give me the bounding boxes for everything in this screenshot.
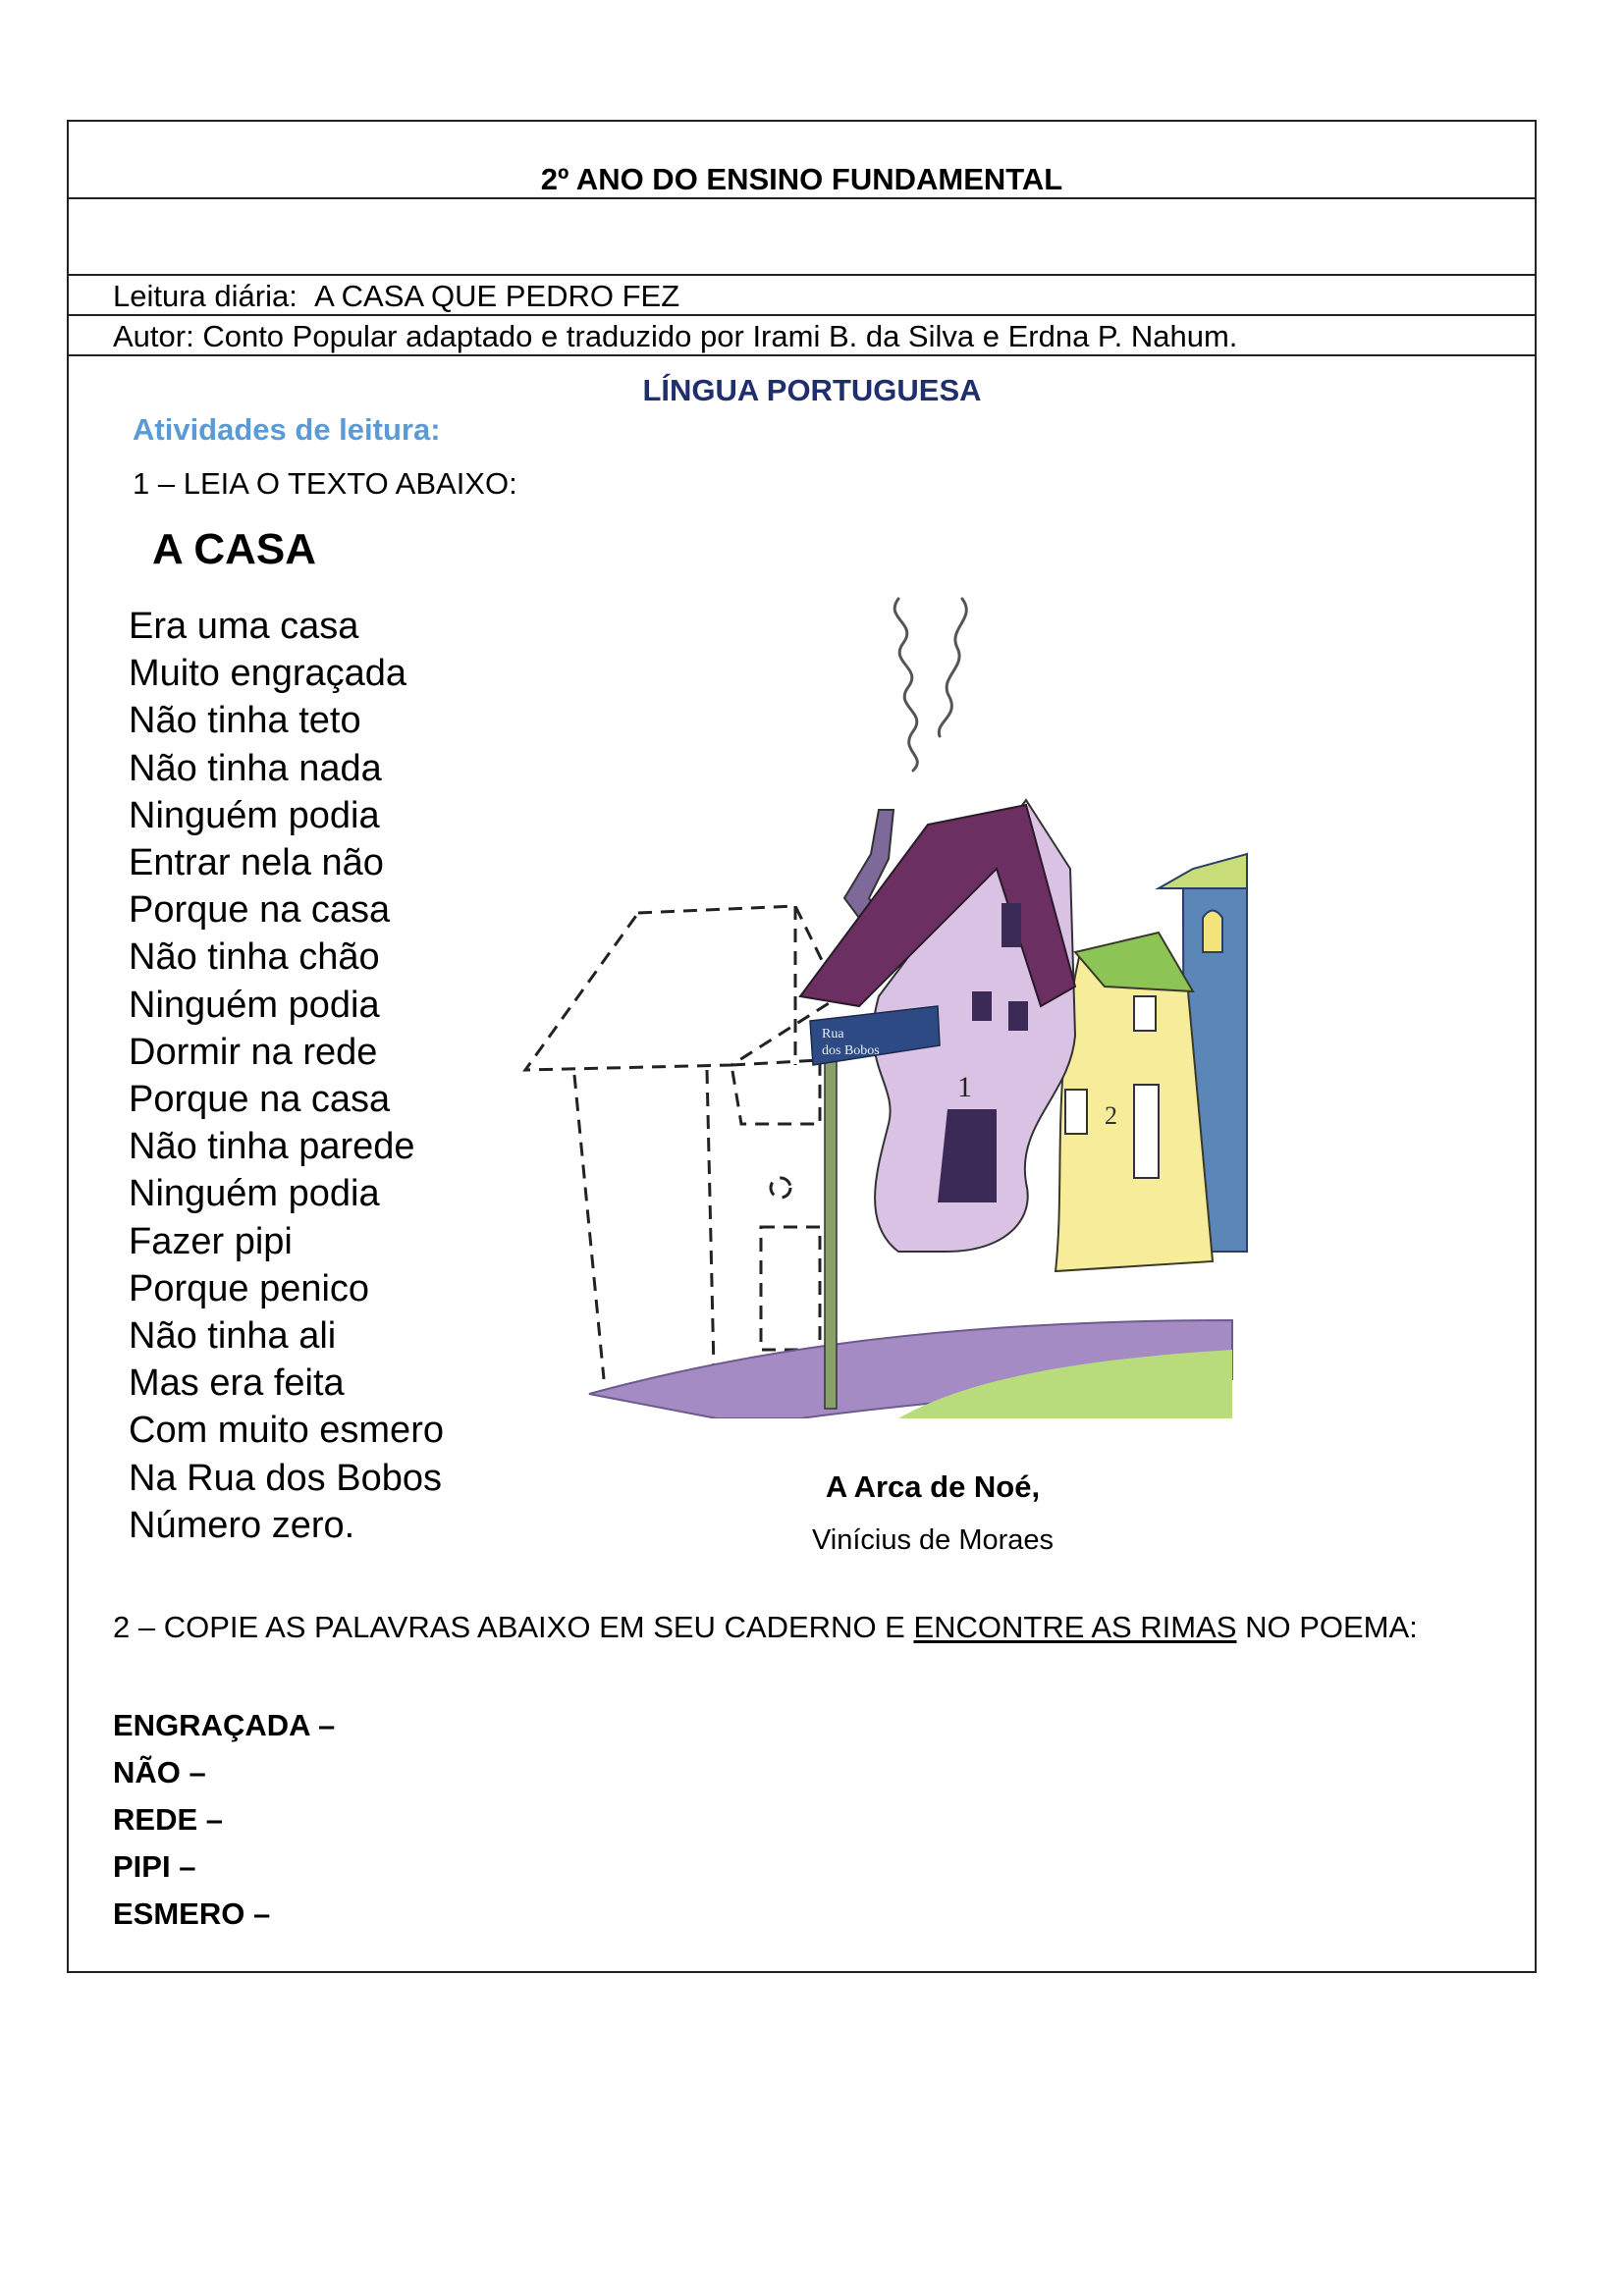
daily-reading-row — [69, 276, 1535, 316]
poem-line: Ninguém podia — [129, 794, 380, 836]
poem-line: Número zero. — [129, 1504, 355, 1546]
houses-illustration — [506, 574, 1252, 1418]
author-row — [69, 316, 1535, 356]
poem-line: Com muito esmero — [129, 1410, 444, 1452]
poem-line: Não tinha nada — [129, 747, 382, 789]
poem-line: Entrar nela não — [129, 842, 384, 884]
poem-line: Era uma casa — [129, 606, 359, 647]
poem-body — [129, 603, 444, 1549]
daily-reading-text — [113, 279, 679, 314]
poem-line: Não tinha ali — [129, 1315, 337, 1358]
street-sign-line1: Rua — [822, 1027, 844, 1041]
poem-line: Porque penico — [129, 1267, 370, 1309]
poem-line: Dormir na rede — [129, 1031, 378, 1073]
poem-line: Ninguém podia — [129, 1173, 380, 1215]
poem-source-title: A Arca de Noé, — [825, 1469, 1041, 1504]
poem-line: Fazer pipi — [129, 1220, 293, 1262]
house-number-2: 2 — [1105, 1101, 1117, 1130]
poem-line: Ninguém podia — [129, 984, 380, 1026]
question-2-text-end: NO POEMA: — [1236, 1610, 1418, 1644]
question-2-emphasis: ENCONTRE AS RIMAS — [913, 1610, 1237, 1644]
smoke-icon — [894, 599, 966, 771]
dashed-house-icon — [525, 906, 839, 1379]
question-1: 1 – LEIA O TEXTO ABAIXO: — [133, 466, 517, 501]
rhyme-word: PIPI – — [113, 1849, 196, 1884]
daily-reading-title: A CASA QUE PEDRO FEZ — [314, 279, 680, 313]
rhyme-word: ENGRAÇADA – — [113, 1708, 336, 1742]
activities-heading: Atividades de leitura: — [133, 412, 441, 447]
rhyme-word: NÃO – — [113, 1755, 206, 1789]
poem-source-author: Vinícius de Moraes — [811, 1524, 1055, 1556]
question-2 — [113, 1610, 1512, 1645]
poem-line: Porque na casa — [129, 1079, 391, 1121]
street-sign-line2: dos Bobos — [822, 1043, 880, 1058]
poem-line: Não tinha parede — [129, 1126, 415, 1168]
rhyme-word: ESMERO – — [113, 1896, 271, 1931]
poem-line: Mas era feita — [129, 1362, 345, 1405]
subject-heading: LÍNGUA PORTUGUESA — [642, 373, 982, 407]
grade-title: 2º ANO DO ENSINO FUNDAMENTAL — [540, 162, 1063, 196]
rhyme-word-list — [113, 1702, 335, 1938]
poem-line: Não tinha chão — [129, 936, 380, 979]
yellow-house-icon — [1056, 933, 1213, 1271]
author-line: Autor: Conto Popular adaptado e traduzido por Irami B. da Silva e Erdna P. Nahum. — [113, 319, 1238, 353]
house-number-1: 1 — [957, 1071, 972, 1103]
grade-row — [69, 122, 1535, 199]
poem-line: Porque na casa — [129, 889, 391, 932]
blank-row — [69, 199, 1535, 276]
poem-line: Na Rua dos Bobos — [129, 1457, 442, 1499]
poem-line: Não tinha teto — [129, 700, 361, 742]
poem-line: Muito engraçada — [129, 653, 407, 695]
daily-reading-label: Leitura diária: — [113, 279, 298, 313]
rhyme-word: REDE – — [113, 1802, 223, 1837]
poem-title: A CASA — [152, 525, 317, 573]
question-2-text: 2 – COPIE AS PALAVRAS ABAIXO EM SEU CADERNO E — [113, 1610, 914, 1644]
